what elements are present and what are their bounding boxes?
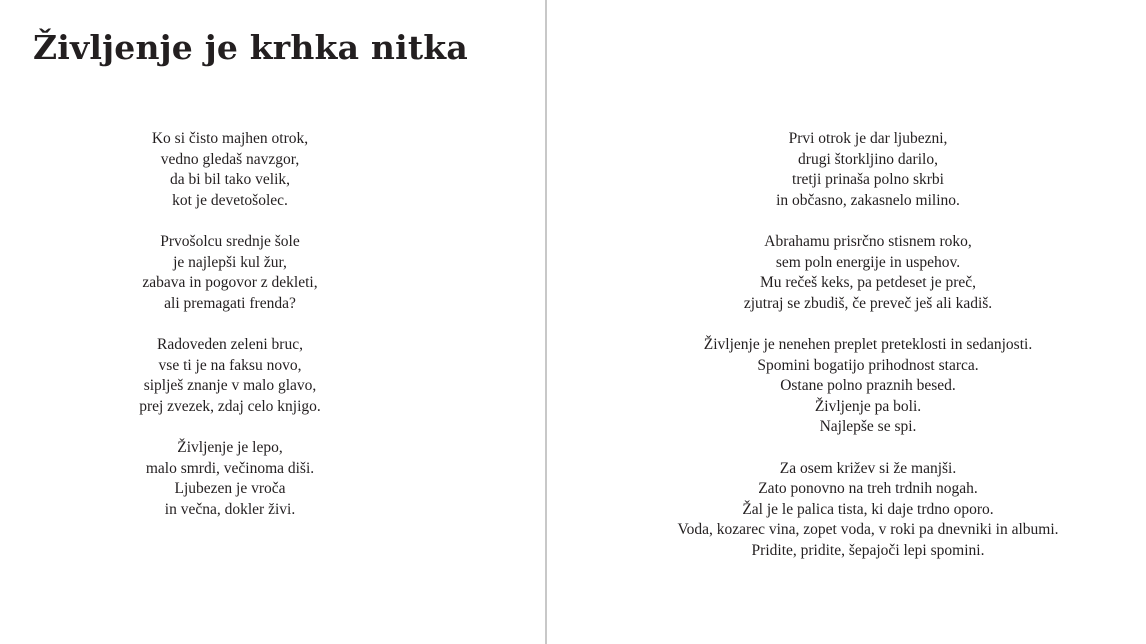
- stanza: [600, 335, 1136, 438]
- poem-line: Žal je le palica tista, ki daje trdno oporo.: [742, 500, 994, 518]
- poem-line: Ostane polno praznih besed.: [780, 377, 956, 395]
- page-title: Življenje je krhka nitka: [33, 28, 468, 67]
- poem-line: Za osem križev si že manjši.: [779, 459, 957, 477]
- poem-line: Voda, kozarec vina, zopet voda, v roki pa dnevniki in albumi.: [677, 521, 1059, 539]
- stanza: [600, 129, 1136, 211]
- poem-line: Prvi otrok je dar ljubezni,: [788, 130, 948, 147]
- left-page-poem: [60, 129, 400, 541]
- poem-line: Prvošolcu srednje šole: [160, 232, 300, 250]
- poem-line: Mu rečeš keks, pa petdeset je preč,: [759, 274, 977, 292]
- poem-line: Radoveden zeleni bruc,: [157, 335, 303, 353]
- poem-line: Spomini bogatijo prihodnost starca.: [757, 356, 979, 374]
- poem-line: kot je devetošolec.: [172, 191, 288, 209]
- poem-line: siplješ znanje v malo glavo,: [143, 377, 317, 395]
- poem-line: Zato ponovno na treh trdnih nogah.: [758, 480, 978, 498]
- poem-line: in občasno, zakasnelo milino.: [776, 191, 960, 209]
- poem-line: zabava in pogovor z dekleti,: [142, 274, 318, 292]
- poem-line: vse ti je na faksu novo,: [158, 356, 302, 374]
- stanza: [60, 438, 400, 520]
- poem-line: in večna, dokler živi.: [164, 500, 296, 518]
- poem-line: Najlepše se spi.: [819, 418, 917, 436]
- page-divider: [545, 0, 547, 644]
- poem-line: Življenje pa boli.: [814, 397, 922, 415]
- poem-line: prej zvezek, zdaj celo knjigo.: [139, 397, 321, 415]
- poem-line: Abrahamu prisrčno stisnem roko,: [764, 232, 972, 250]
- poem-line: ali premagati frenda?: [164, 294, 296, 312]
- poem-line: da bi bil tako velik,: [169, 171, 291, 189]
- right-page-poem: [600, 129, 1136, 582]
- poem-line: Pridite, pridite, šepajoči lepi spomini.: [751, 541, 985, 559]
- poem-line: zjutraj se zbudiš, če preveč ješ ali kadiš.: [743, 294, 993, 312]
- poem-line: je najlepši kul žur,: [173, 253, 287, 271]
- stanza: [600, 232, 1136, 314]
- stanza: [60, 232, 400, 314]
- poem-line: Ljubezen je vroča: [174, 480, 286, 498]
- poem-line: sem poln energije in uspehov.: [775, 253, 961, 271]
- poem-line: Življenje je nenehen preplet preteklosti in sedanjosti.: [703, 335, 1033, 353]
- poem-line: drugi štorkljino darilo,: [798, 150, 938, 168]
- poem-line: tretji prinaša polno skrbi: [792, 171, 944, 189]
- poem-line: malo smrdi, večinoma diši.: [145, 459, 315, 477]
- poem-line: Življenje je lepo,: [177, 438, 283, 456]
- poem-line: vedno gledaš navzgor,: [160, 150, 300, 168]
- stanza: [60, 335, 400, 417]
- stanza: [600, 459, 1136, 562]
- stanza: [60, 129, 400, 211]
- poem-line: Ko si čisto majhen otrok,: [151, 130, 309, 147]
